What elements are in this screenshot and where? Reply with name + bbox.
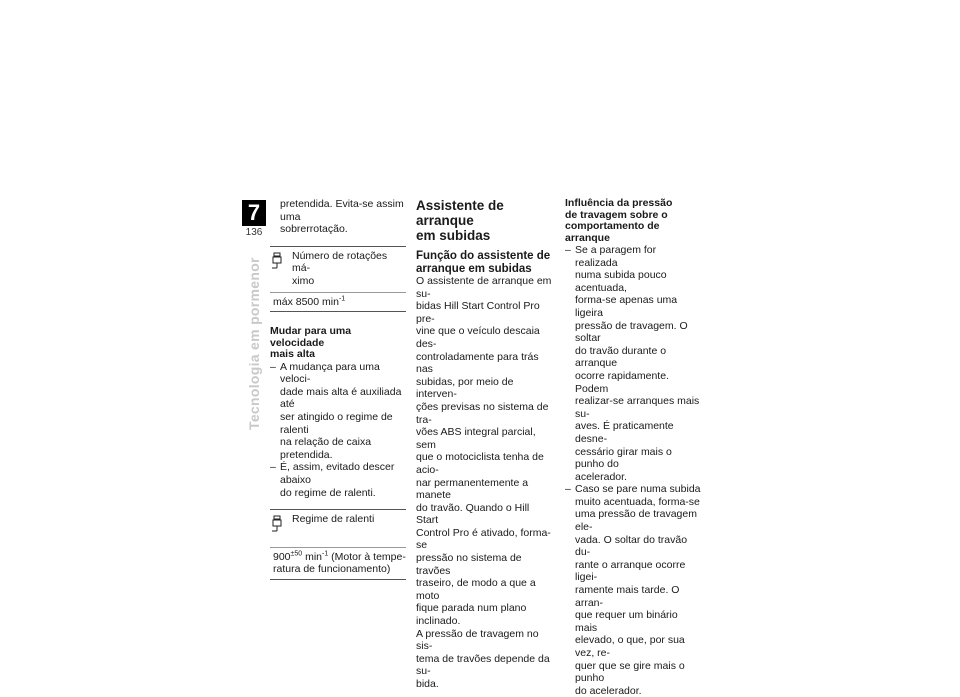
list-item: – A mudança para uma veloci- dade mais alta é auxiliada até ser atingido o regime de ralenti na relação de caixa pretendida. (270, 360, 402, 461)
spec-label: Regime de ralenti (292, 513, 375, 526)
spec-value: $900^{\pm 50}$ $\min^{-1}$ (Motor à tempe- ratura de funcionamento) (273, 550, 406, 576)
spec-table-idle-speed (270, 509, 406, 580)
section-heading: mais alta (270, 348, 315, 361)
column-2 (416, 198, 552, 691)
page-number: 136 (245, 227, 263, 238)
body-text: O assistente de arranque em su- bidas Hill Start Control Pro pre- vine que o veículo descaia des- controladamente para trás nas subidas, por meio de interven- ções previsas no sistema de tra- vões ABS integral parcial, sem que o motociclista tenha de acio- nar permanentemente a manete do travão. Quando o Hill Start Control Pro é ativado, forma-se pressão no sistema de travões traseiro, de modo a que a moto fique parada num plano inclinado. A pressão de travagem no sis- tema de travões depende da su- bida. (416, 275, 552, 690)
section-title: Assistente de arranque (416, 198, 504, 228)
subsection-title: arranque em subidas (416, 262, 532, 275)
section-title: em subidas (416, 228, 491, 243)
section-heading: comportamento de arranque (565, 220, 660, 244)
spec-label: ximo (292, 274, 315, 287)
intro-line: sobrerrotação. (280, 223, 348, 236)
spec-label: Número de rotações má- (292, 249, 388, 275)
list-item: – Se a paragem for realizada numa subida pouco acentuada, forma-se apenas uma ligeira pressão de travagem. O soltar do travão durante o arranque ocorre rapidamente. Podem realizar-se arranques mais su- aves. É praticamente desne- cessário girar mais o punho do acelerador. (565, 244, 700, 483)
section-heading: Influência da pressão (565, 197, 673, 209)
list-item: – Caso se pare numa subida muito acentuada, forma-se uma pressão de travagem ele- vada. O soltar do travão du- rante o arranque ocorre ligei- ramente mais tarde. O arran- que requer um binário mais elevado, o que, por sua vez, re- quer que se gire mais o punho do acelerador. (565, 483, 701, 697)
subsection-title: Função do assistente de (416, 250, 551, 262)
chapter-number: 7 (242, 200, 266, 226)
intro-line: pretendida. Evita-se assim uma (280, 198, 404, 223)
section-heading: Mudar para uma velocidade (270, 325, 352, 349)
spec-value: máx 8500 $\min^{-1}$ (273, 295, 346, 308)
spec-table-max-rpm (270, 246, 406, 312)
section-heading: de travagem sobre o (565, 208, 668, 221)
list-item: – É, assim, evitado descer abaixo do regime de ralenti. (270, 461, 395, 499)
engine-icon (270, 513, 292, 537)
column-1 (270, 198, 406, 580)
engine-icon (270, 250, 292, 288)
column-3 (565, 198, 701, 697)
